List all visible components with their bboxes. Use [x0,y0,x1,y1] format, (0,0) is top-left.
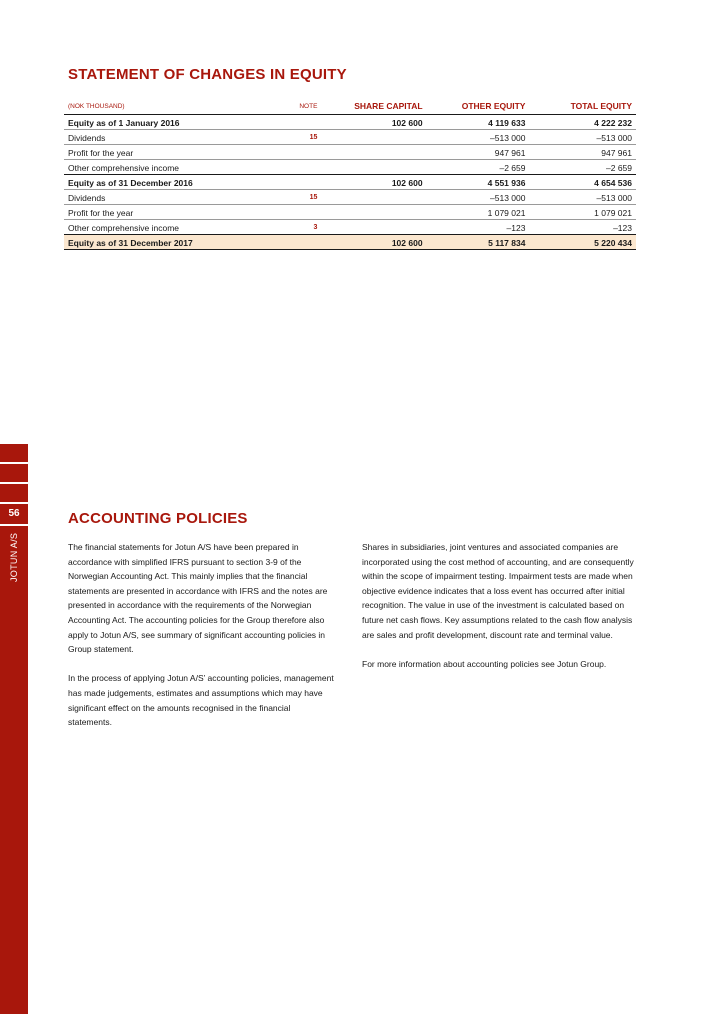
equity-header-row [64,99,636,115]
row-share-capital [321,130,426,145]
row-share-capital [321,160,426,175]
side-block-2 [0,464,28,482]
policies-title: ACCOUNTING POLICIES [68,510,248,527]
equity-table [64,99,636,250]
row-label: Profit for the year [64,205,276,220]
brand-label: JOTUN A/S [9,532,19,582]
row-total-equity: 4 222 232 [529,115,636,130]
table-row [64,130,636,145]
row-share-capital [321,205,426,220]
row-note: 15 [276,190,322,205]
row-label: Dividends [64,190,276,205]
row-total-equity: 1 079 021 [529,205,636,220]
row-note [276,175,322,190]
row-note [276,115,322,130]
row-label: Other comprehensive income [64,220,276,235]
row-label: Equity as of 31 December 2016 [64,175,276,190]
row-other-equity: 1 079 021 [427,205,530,220]
row-note [276,160,322,175]
row-label: Equity as of 1 January 2016 [64,115,276,130]
header-nok-thousand: (NOK THOUSAND) [64,99,276,115]
row-other-equity: –513 000 [427,130,530,145]
row-label: Profit for the year [64,145,276,160]
row-other-equity: 5 117 834 [427,235,530,250]
row-note [276,205,322,220]
header-other-equity: OTHER EQUITY [427,99,530,115]
table-row [64,205,636,220]
policies-right-column [362,540,634,686]
page-number: 56 [8,508,20,519]
row-other-equity: –123 [427,220,530,235]
row-other-equity: –513 000 [427,190,530,205]
row-share-capital [321,145,426,160]
row-note [276,235,322,250]
header-share-capital: SHARE CAPITAL [321,99,426,115]
table-row [64,220,636,235]
row-share-capital: 102 600 [321,175,426,190]
equity-title: STATEMENT OF CHANGES IN EQUITY [68,66,347,83]
header-note: NOTE [276,99,322,115]
row-total-equity: 947 961 [529,145,636,160]
row-label: Equity as of 31 December 2017 [64,235,276,250]
row-share-capital [321,190,426,205]
table-row [64,175,636,190]
row-share-capital: 102 600 [321,115,426,130]
row-note: 3 [276,220,322,235]
row-share-capital: 102 600 [321,235,426,250]
policies-paragraph: In the process of applying Jotun A/S’ accounting policies, management has made judgements, estimates and assumptions which may have significant effect on the amounts recognised in the financial statements. [68,673,334,728]
table-row-total [64,235,636,250]
table-row [64,190,636,205]
side-block-3 [0,484,28,502]
row-total-equity: –123 [529,220,636,235]
row-label: Other comprehensive income [64,160,276,175]
page-number-rule [0,524,28,526]
row-total-equity: –2 659 [529,160,636,175]
table-row [64,145,636,160]
row-label: Dividends [64,130,276,145]
row-total-equity: –513 000 [529,190,636,205]
side-block-1 [0,444,28,462]
policies-left-column [68,540,334,744]
row-note: 15 [276,130,322,145]
row-other-equity: –2 659 [427,160,530,175]
row-total-equity: 4 654 536 [529,175,636,190]
row-other-equity: 4 551 936 [427,175,530,190]
policies-paragraph: The financial statements for Jotun A/S have been prepared in accordance with simplified IFRS pursuant to section 3-9 of the Norwegian Accounting Act. This mainly implies that the financial statements are presented in accordance with IFRS and the notes are presented in accordance with the requirements of the Norwegian Accounting Act. The accounting policies for the Group therefore also apply to Jotun A/S, see summary of significant accounting policies in Group statement. [68,542,328,655]
row-other-equity: 4 119 633 [427,115,530,130]
policies-paragraph: For more information about accounting policies see Jotun Group. [362,658,607,669]
header-total-equity: TOTAL EQUITY [529,99,636,115]
row-note [276,145,322,160]
row-total-equity: –513 000 [529,130,636,145]
table-row [64,115,636,130]
table-row [64,160,636,175]
policies-paragraph: Shares in subsidiaries, joint ventures and associated companies are incorporated using the cost method of accounting, and are consequently within the scope of impairment testing. Impairment tests are made when objective evidence indicates that a loss event has occurred after initial recognition. The value in use of the investment is calculated based on future net cash flows. Key assumptions related to the cash flow analysis are sales and profit development, discount rate and terminal value. [362,542,634,640]
row-total-equity: 5 220 434 [529,235,636,250]
row-other-equity: 947 961 [427,145,530,160]
row-share-capital [321,220,426,235]
